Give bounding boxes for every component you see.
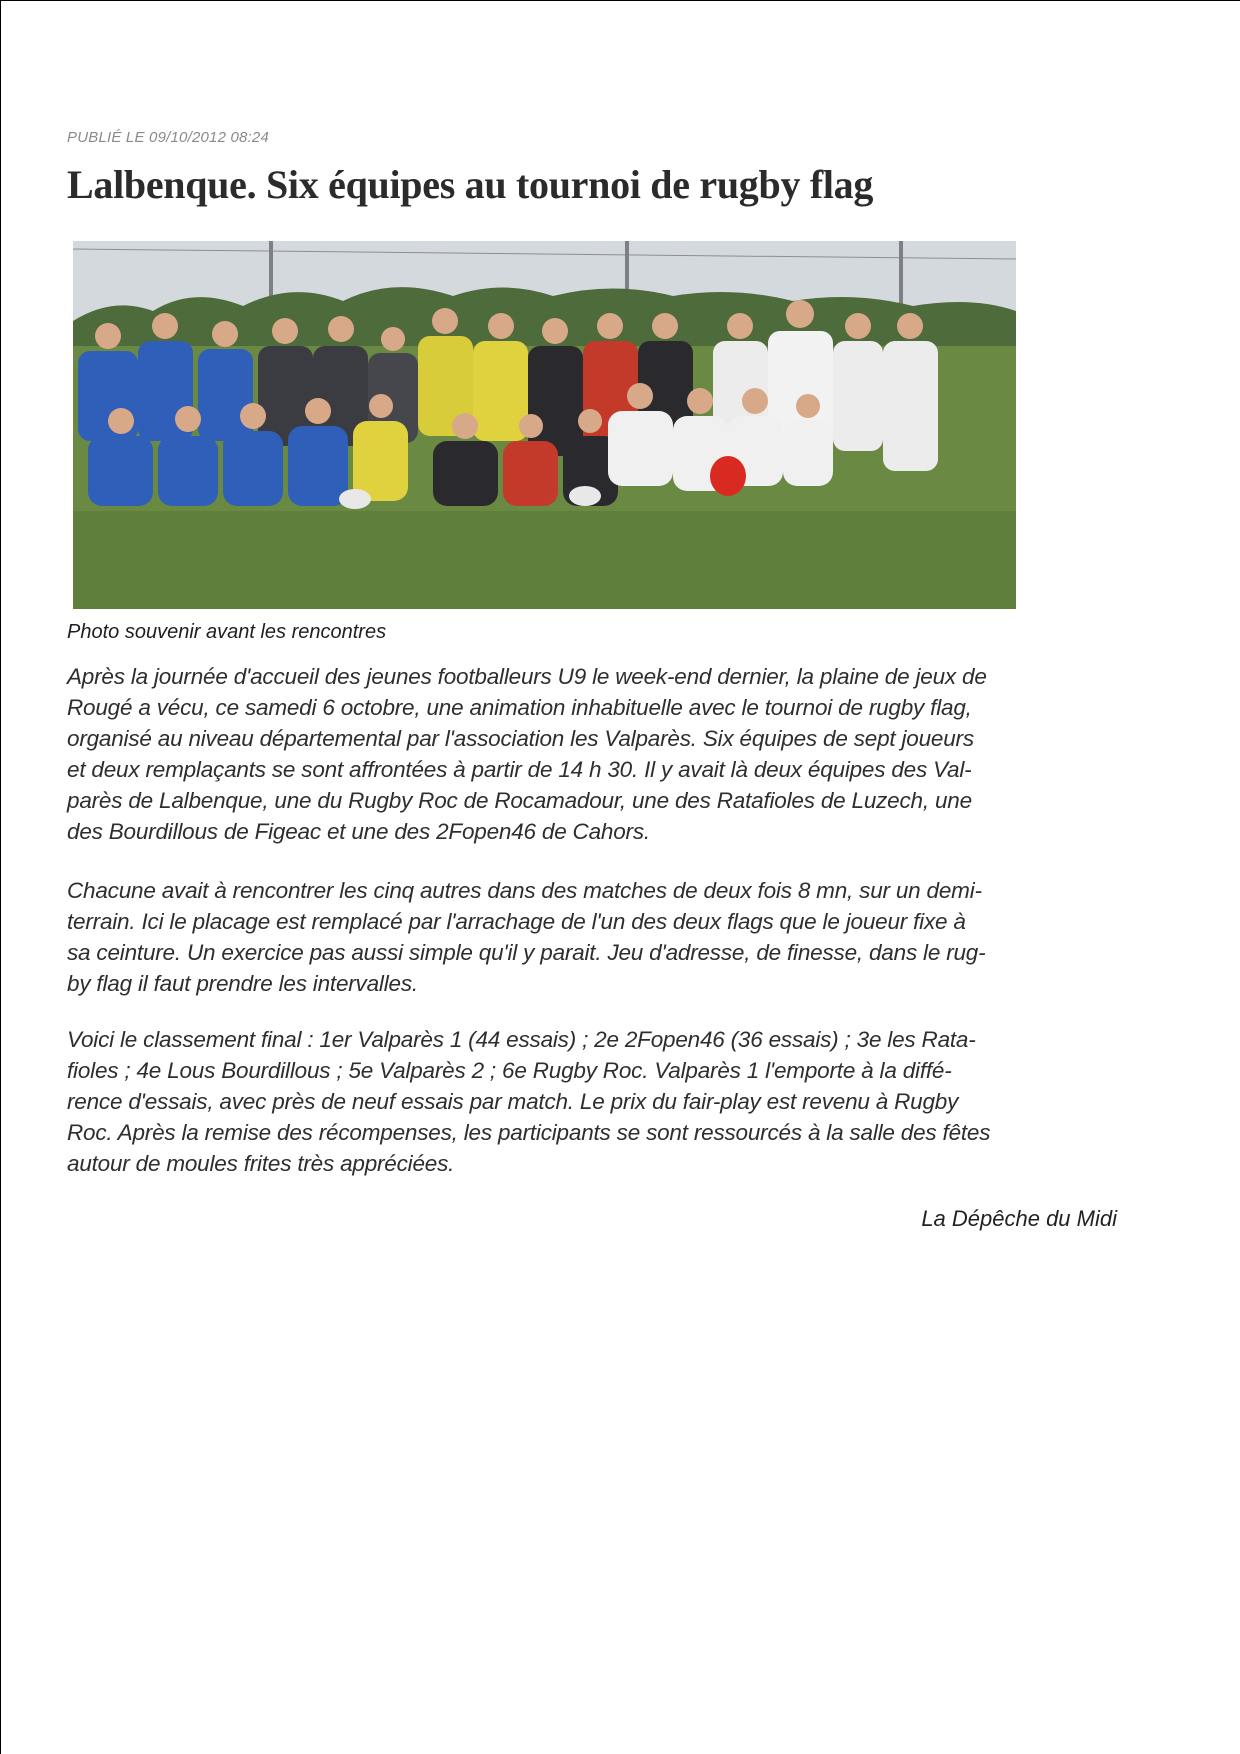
article-page [1, 1, 1240, 1754]
publication-date: PUBLIÉ LE 09/10/2012 08:24 [67, 129, 270, 146]
text-line: Rougé a vécu, ce samedi 6 octobre, une animation inhabituelle avec le tournoi de rugby flag, [67, 695, 972, 720]
text-line: Après la journée d'accueil des jeunes footballeurs U9 le week-end dernier, la plaine de jeux de [67, 664, 987, 689]
text-line: Voici le classement final : 1er Valparès 1 (44 essais) ; 2e 2Fopen46 (36 essais) ; 3e les Rata- [67, 1027, 976, 1052]
text-line: sa ceinture. Un exercice pas aussi simple qu'il y parait. Jeu d'adresse, de finesse, dans le rug- [67, 940, 986, 965]
photo-illustration [73, 241, 1016, 609]
article-paragraph-2 [67, 875, 1127, 999]
text-line: des Bourdillous de Figeac et une des 2Fopen46 de Cahors. [67, 819, 650, 844]
text-line: by flag il faut prendre les intervalles. [67, 971, 418, 996]
text-line: et deux remplaçants se sont affrontées à partir de 14 h 30. Il y avait là deux équipes des Val- [67, 757, 972, 782]
source-attribution: La Dépêche du Midi [921, 1206, 1117, 1231]
text-line: Roc. Après la remise des récompenses, les participants se sont ressourcés à la salle des fêtes [67, 1120, 991, 1145]
text-line: organisé au niveau départemental par l'association les Valparès. Six équipes de sept joueurs [67, 726, 974, 751]
article-paragraph-1 [67, 661, 1127, 847]
text-line: autour de moules frites très appréciées. [67, 1151, 455, 1176]
text-line: rence d'essais, avec près de neuf essais par match. Le prix du fair-play est revenu à Rugby [67, 1089, 959, 1114]
text-line: Chacune avait à rencontrer les cinq autres dans des matches de deux fois 8 mn, sur un demi- [67, 878, 982, 903]
article-paragraph-3 [67, 1024, 1127, 1179]
team-group-photo [73, 241, 1016, 609]
text-line: terrain. Ici le placage est remplacé par l'arrachage de l'un des deux flags que le joueur fixe à [67, 909, 966, 934]
text-line: fioles ; 4e Lous Bourdillous ; 5e Valparès 2 ; 6e Rugby Roc. Valparès 1 l'emporte à la diffé- [67, 1058, 952, 1083]
photo-caption: Photo souvenir avant les rencontres [67, 621, 387, 643]
article-title: Lalbenque. Six équipes au tournoi de rugby flag [67, 162, 874, 207]
text-line: parès de Lalbenque, une du Rugby Roc de Rocamadour, une des Ratafioles de Luzech, une [67, 788, 972, 813]
